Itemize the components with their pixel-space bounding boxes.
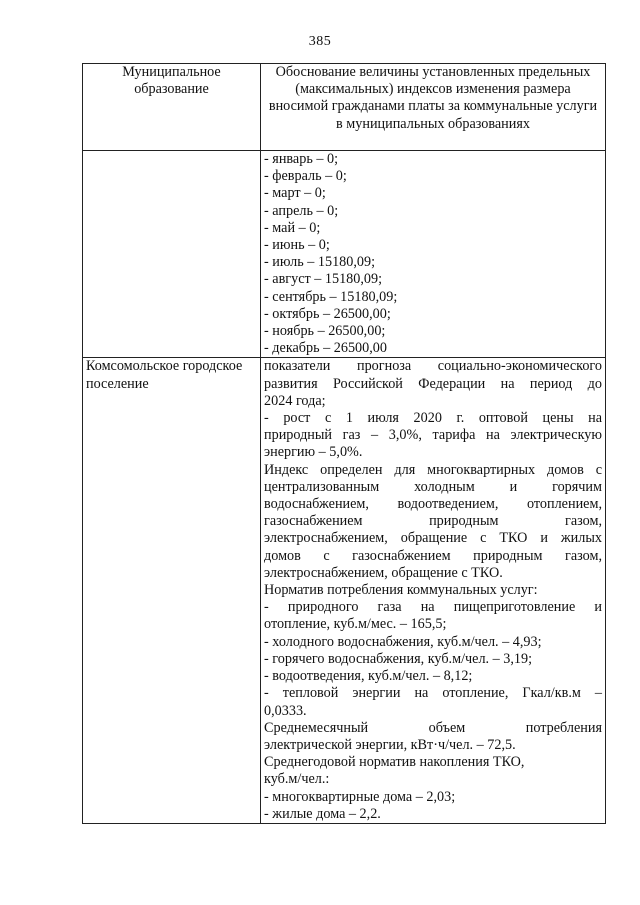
row1-line: - декабрь – 26500,00 xyxy=(264,340,387,357)
row2-line: - горячего водоснабжения, куб.м/чел. – 3,19; xyxy=(264,650,533,667)
row1-line: - август – 15180,09; xyxy=(264,271,383,288)
header-municipality: Муниципальное образование xyxy=(83,64,261,151)
row2-line: куб.м/чел.: xyxy=(264,771,330,788)
row2-line: Среднемесячный объем потребления xyxy=(264,719,602,736)
page-number: 385 xyxy=(308,34,332,49)
row2-justification xyxy=(261,358,606,823)
row2-line: - водоотведения, куб.м/чел. – 8,12; xyxy=(264,668,473,685)
row1-line: - сентябрь – 15180,09; xyxy=(264,288,398,305)
row2-line: Среднегодовой норматив накопления ТКО, xyxy=(264,754,525,771)
row2-line: электроснабжением, обращение с ТКО и жилых xyxy=(264,530,602,547)
row2-line: отопление, куб.м/мес. – 165,5; xyxy=(264,616,447,633)
row1-justification xyxy=(261,151,606,358)
row2-line: - холодного водоснабжения, куб.м/чел. – 4,93; xyxy=(264,633,542,650)
row2-line: 0,0333. xyxy=(264,702,307,719)
row2-line: водоснабжением, водоотведением, отоплением, xyxy=(264,496,602,513)
row2-line: - природного газа на пищеприготовление и xyxy=(264,599,602,616)
indices-table xyxy=(82,63,606,824)
row2-line: - жилые дома – 2,2. xyxy=(264,805,381,822)
row2-municipality: Комсомольское городское поселение xyxy=(83,358,261,823)
row2-line: - тепловой энергии на отопление, Гкал/кв.м – xyxy=(264,685,602,702)
table-row xyxy=(83,151,606,358)
row1-line: - июнь – 0; xyxy=(264,237,330,254)
row2-line: природный газ – 3,0%, тарифа на электрическую xyxy=(264,427,602,444)
row1-municipality xyxy=(83,151,261,358)
row1-lines xyxy=(264,151,602,357)
row2-line: газоснабжением природным газом, xyxy=(264,513,602,530)
table-row xyxy=(83,358,606,823)
row2-line: - многоквартирные дома – 2,03; xyxy=(264,788,456,805)
row2-line: - рост с 1 июля 2020 г. оптовой цены на xyxy=(264,410,602,427)
row1-line: - январь – 0; xyxy=(264,151,339,167)
row2-line: электрической энергии, кВт·ч/чел. – 72,5. xyxy=(264,736,516,753)
row2-lines xyxy=(264,358,602,822)
row2-line: показатели прогноза социально-экономического xyxy=(264,358,602,375)
header-justification: Обоснование величины установленных предельных (максимальных) индексов изменения размера вносимой гражданами платы за коммунальные услуги в муниципальных образованиях xyxy=(261,64,606,151)
row2-line: Норматив потребления коммунальных услуг: xyxy=(264,582,538,599)
row1-line: - май – 0; xyxy=(264,219,321,236)
table-header-row xyxy=(83,64,606,151)
row2-line: централизованным холодным и горячим xyxy=(264,478,602,495)
row2-line: 2024 года; xyxy=(264,392,326,409)
row2-line: Индекс определен для многоквартирных домов с xyxy=(264,461,602,478)
row1-line: - февраль – 0; xyxy=(264,168,347,185)
row2-line: электроснабжением, обращение с ТКО. xyxy=(264,564,503,581)
row1-line: - апрель – 0; xyxy=(264,202,339,219)
row2-line: развития Российской Федерации на период до xyxy=(264,375,602,392)
row1-line: - июль – 15180,09; xyxy=(264,254,376,271)
row2-line: домов с газоснабжением природным газом, xyxy=(264,547,602,564)
row1-line: - ноябрь – 26500,00; xyxy=(264,323,386,340)
row2-line: энергию – 5,0%. xyxy=(264,444,363,461)
row1-line: - октябрь – 26500,00; xyxy=(264,305,391,322)
row1-line: - март – 0; xyxy=(264,185,326,202)
